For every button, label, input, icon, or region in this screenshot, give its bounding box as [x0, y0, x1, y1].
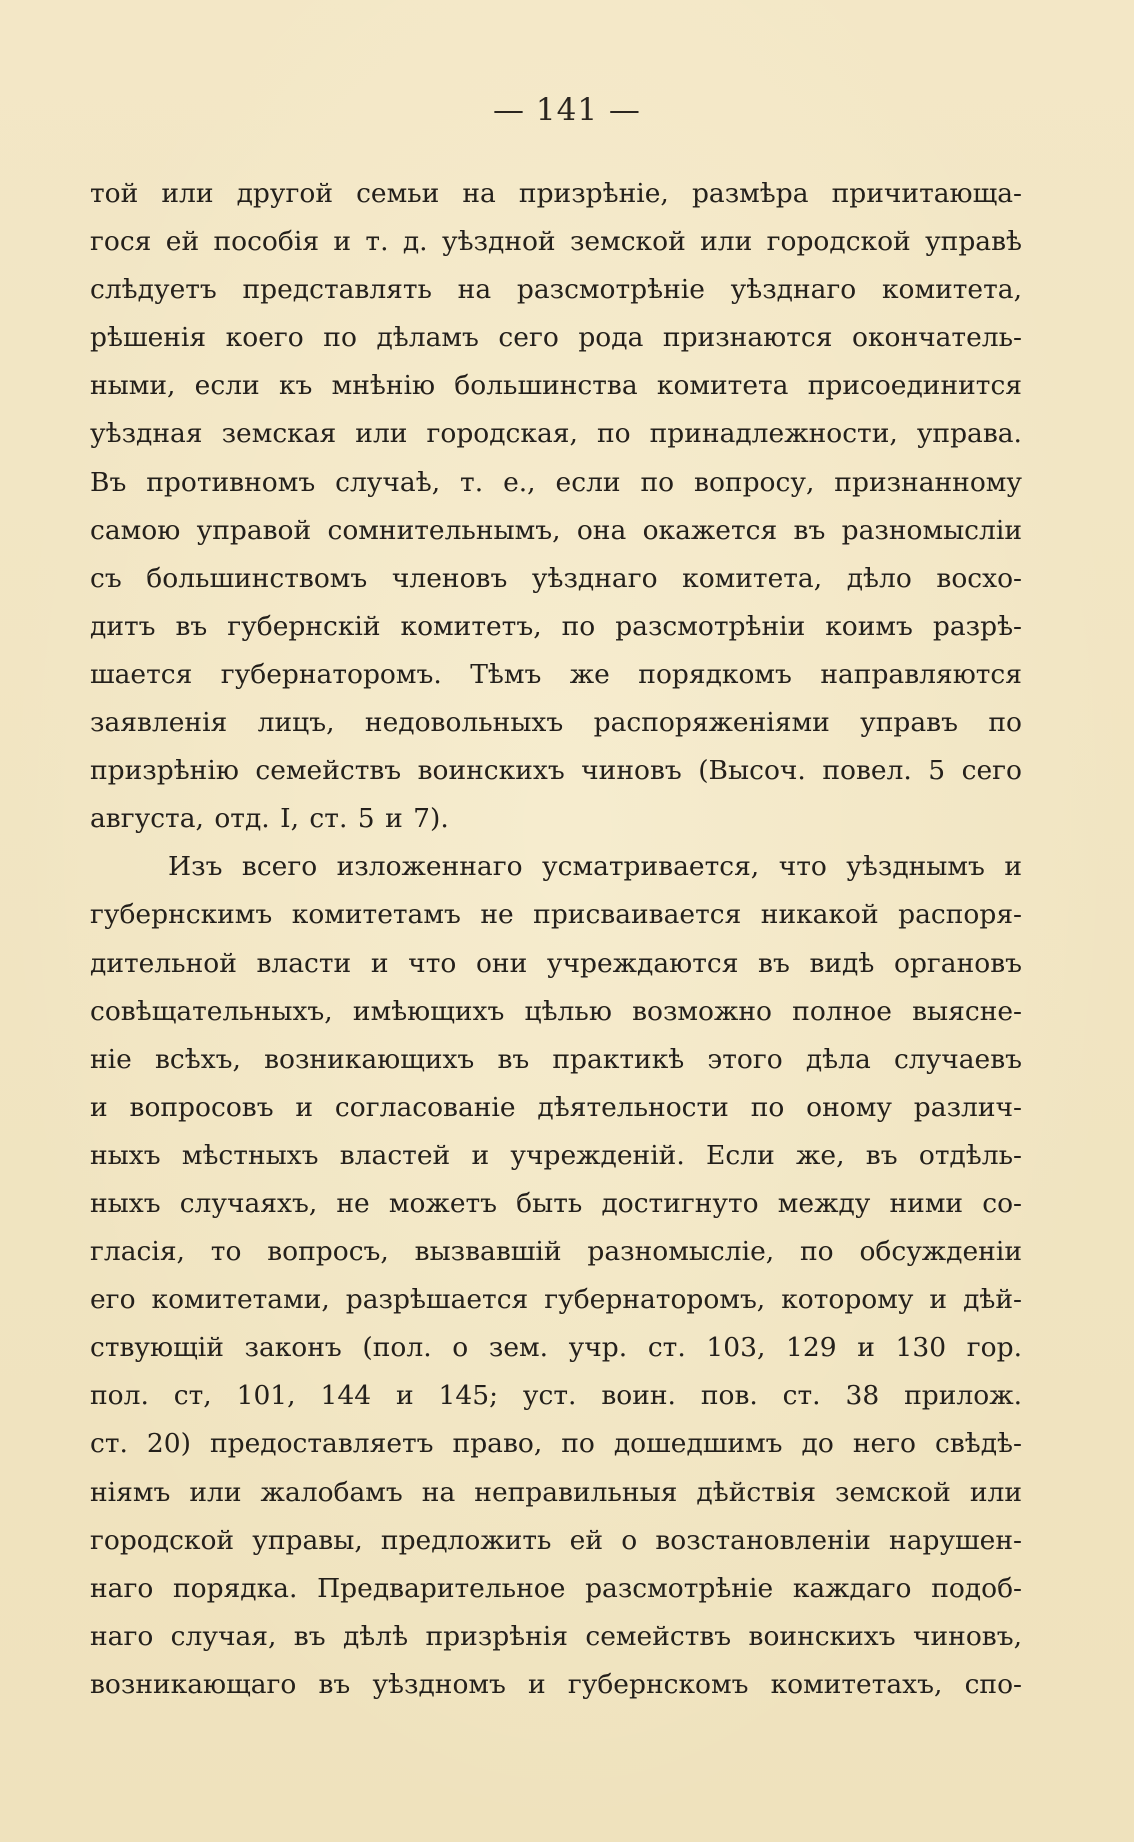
text-line: слѣдуетъ представлять на разсмотрѣніе уѣзднаго комитета, — [90, 274, 1022, 306]
text-line: ныхъ мѣстныхъ властей и учрежденій. Если же, въ отдѣль- — [90, 1139, 1022, 1171]
text-line: городской управы, предложить ей о возстановленіи нарушен- — [90, 1524, 1022, 1556]
text-line: ствующій законъ (пол. о зем. учр. ст. 103, 129 и 130 гор. — [90, 1332, 1022, 1364]
text-line: дитъ въ губернскій комитетъ, по разсмотрѣніи коимъ разрѣ- — [90, 610, 1022, 642]
text-line: возникающаго въ уѣздномъ и губернскомъ комитетахъ, спо- — [90, 1668, 1022, 1700]
text-line: гося ей пособія и т. д. уѣздной земской или городской управѣ — [90, 226, 1022, 258]
paragraph-end-line: августа, отд. I, ст. 5 и 7). — [90, 803, 449, 835]
text-line: шается губернаторомъ. Тѣмъ же порядкомъ направляются — [90, 658, 1022, 690]
text-line: съ большинствомъ членовъ уѣзднаго комитета, дѣло восхо- — [90, 562, 1022, 594]
text-line: пол. ст, 101, 144 и 145; уст. воин. пов. ст. 38 прилож. — [90, 1380, 1022, 1412]
text-line: ніе всѣхъ, возникающихъ въ практикѣ этого дѣла случаевъ — [90, 1043, 1022, 1075]
body-text — [90, 170, 1022, 1709]
text-line: уѣздная земская или городская, по принадлежности, управа. — [90, 418, 1022, 450]
text-line: рѣшенія коего по дѣламъ сего рода признаются окончатель- — [90, 322, 1022, 354]
text-line: самою управой сомнительнымъ, она окажется въ разномысліи — [90, 514, 1022, 546]
text-line: ныхъ случаяхъ, не можетъ быть достигнуто между ними со- — [90, 1187, 1022, 1219]
paragraph-start-line: Изъ всего изложеннаго усматривается, что уѣзднымъ и — [168, 851, 1022, 883]
text-line: дительной власти и что они учреждаются въ видѣ органовъ — [90, 947, 1022, 979]
text-line: ніямъ или жалобамъ на неправильныя дѣйствія земской или — [90, 1476, 1022, 1508]
text-line: губернскимъ комитетамъ не присваивается никакой распоря- — [90, 899, 1022, 931]
text-line: совѣщательныхъ, имѣющихъ цѣлью возможно полное выясне- — [90, 995, 1022, 1027]
text-line: призрѣнію семействъ воинскихъ чиновъ (Высоч. повел. 5 сего — [90, 755, 1022, 787]
text-line: его комитетами, разрѣшается губернаторомъ, которому и дѣй- — [90, 1284, 1022, 1316]
page-number: — 141 — — [493, 92, 641, 128]
text-line: и вопросовъ и согласованіе дѣятельности по оному различ- — [90, 1091, 1022, 1123]
text-line: Въ противномъ случаѣ, т. е., если по вопросу, признанному — [90, 466, 1022, 498]
text-line: наго порядка. Предварительное разсмотрѣніе каждаго подоб- — [90, 1572, 1022, 1604]
text-line: ст. 20) предоставляетъ право, по дошедшимъ до него свѣдѣ- — [90, 1428, 1022, 1460]
text-line: заявленія лицъ, недовольныхъ распоряженіями управъ по — [90, 707, 1022, 739]
text-line: ными, если къ мнѣнію большинства комитета присоединится — [90, 370, 1022, 402]
text-line: наго случая, въ дѣлѣ призрѣнія семействъ воинскихъ чиновъ, — [90, 1620, 1022, 1652]
text-line: гласія, то вопросъ, вызвавшій разномысліе, по обсужденіи — [90, 1236, 1022, 1268]
text-line: той или другой семьи на призрѣніе, размѣра причитающа- — [90, 178, 1022, 209]
